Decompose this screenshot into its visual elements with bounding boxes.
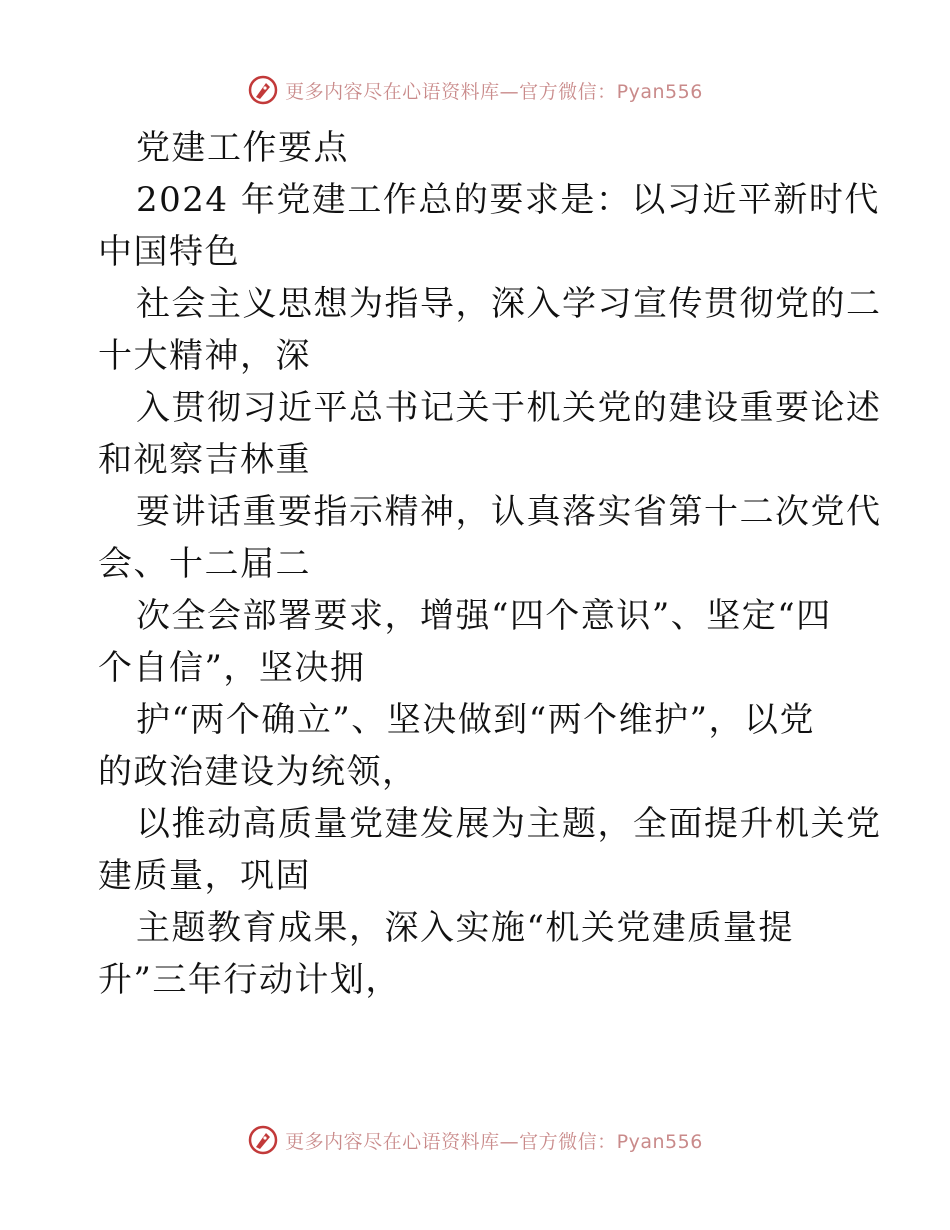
pen-nib-circle-icon [247,1124,279,1156]
paragraph-line: 十大精神，深 [98,336,311,376]
watermark-text: 更多内容尽在心语资料库—官方微信：Pyan556 [285,80,703,103]
document-body [98,122,882,1006]
paragraph-line: 社会主义思想为指导，深入学习宣传贯彻党的二 [136,284,882,324]
paragraph-line: 入贯彻习近平总书记关于机关党的建设重要论述 [136,388,882,428]
header-watermark [0,70,950,110]
document-title: 党建工作要点 [136,128,349,168]
paragraph-line: 要讲话重要指示精神，认真落实省第十二次党代 [136,492,882,532]
paragraph-line: 的政治建设为统领， [98,752,418,792]
paragraph-line: 和视察吉林重 [98,440,311,480]
paragraph-line: 主题教育成果，深入实施“机关党建质量提 [136,908,794,948]
paragraph-line: 升”三年行动计划， [98,960,401,1000]
paragraph-line: 建质量，巩固 [98,856,311,896]
paragraph-line: 中国特色 [98,232,240,272]
paragraph-line: 以推动高质量党建发展为主题，全面提升机关党 [136,804,882,844]
footer-watermark [0,1120,950,1160]
paragraph-line: 会、十二届二 [98,544,311,584]
paragraph-line: 2024 年党建工作总的要求是：以习近平新时代 [136,180,880,220]
paragraph-line: 个自信”，坚决拥 [98,648,366,688]
paragraph-line: 护“两个确立”、坚决做到“两个维护”，以党 [136,700,816,740]
paragraph-line: 次全会部署要求，增强“四个意识”、坚定“四 [136,596,832,636]
pen-nib-circle-icon [247,74,279,106]
watermark-text: 更多内容尽在心语资料库—官方微信：Pyan556 [285,1130,703,1153]
